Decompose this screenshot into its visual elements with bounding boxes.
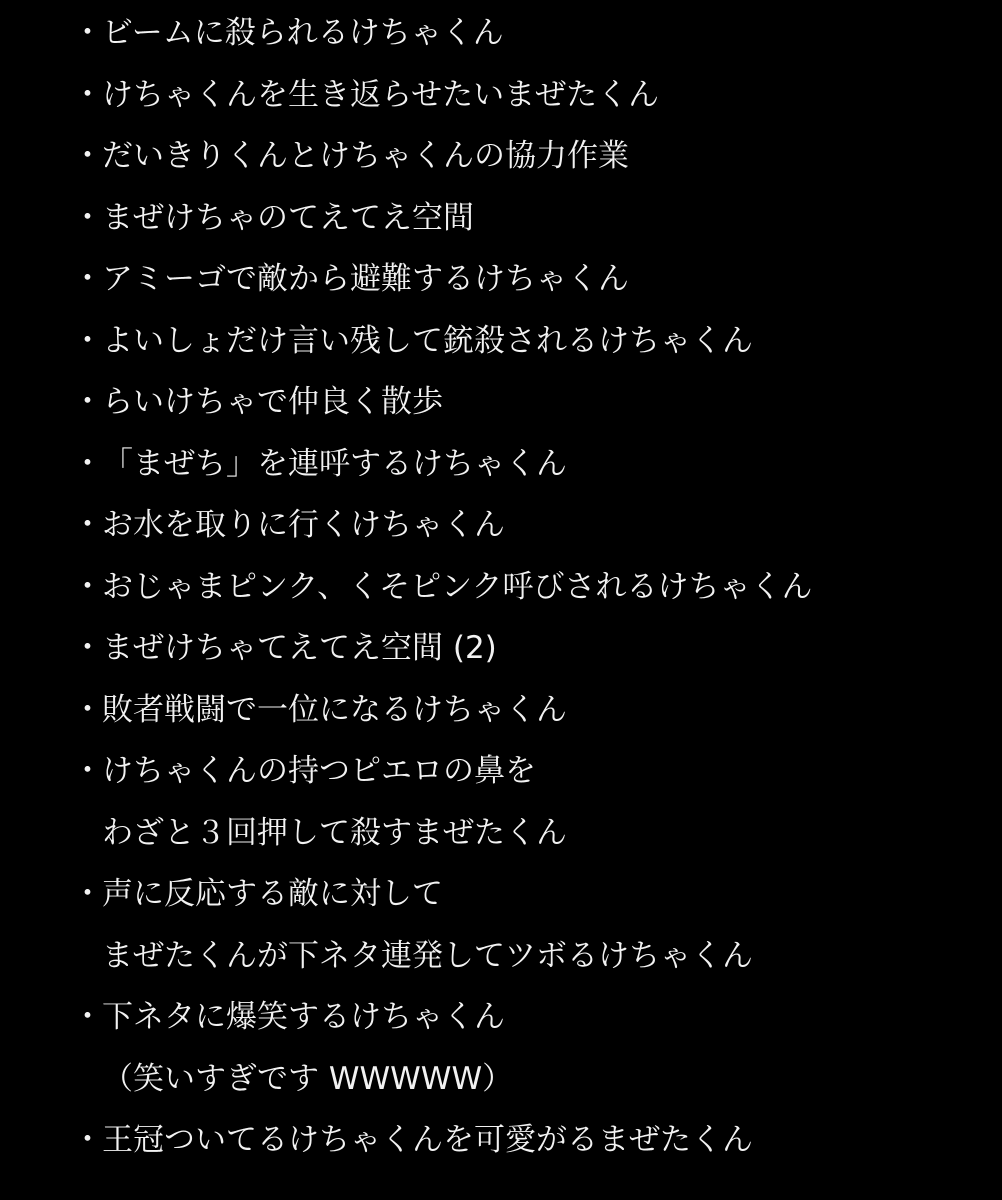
list-item-text: けちゃくんの持つピエロの鼻を: [102, 753, 536, 789]
list-item-text: 王冠ついてるけちゃくんを可愛がるまぜたくん: [102, 1122, 753, 1158]
list-item-text: ビームに殺られるけちゃくん: [102, 15, 504, 51]
list-item-text: （笑いすぎです WWWWW）: [102, 1060, 514, 1097]
bullet-marker: ・: [72, 322, 103, 359]
bullet-marker: ・: [72, 1122, 103, 1158]
bullet-marker: ・: [72, 76, 103, 113]
list-item-text: 下ネタに爆笑するけちゃくん: [102, 999, 505, 1035]
bullet-marker: ・: [72, 384, 103, 420]
bullet-marker: ・: [72, 15, 103, 51]
bullet-marker: ・: [72, 261, 103, 297]
list-item-text: まぜたくんが下ネタ連発してツボるけちゃくん: [102, 937, 753, 974]
list-item-text: まぜけちゃてえてえ空間 (2): [102, 630, 497, 666]
bullet-marker: ・: [72, 507, 103, 543]
list-item-text: だいきりくんとけちゃくんの協力作業: [102, 138, 629, 174]
bullet-marker: ・: [72, 999, 103, 1035]
list-item-text: よいしょだけ言い残して銃殺されるけちゃくん: [102, 322, 753, 359]
bullet-marker: ・: [72, 445, 103, 482]
list-item-text: らいけちゃで仲良く散歩: [102, 384, 443, 420]
list-item-text: 「まぜち」を連呼するけちゃくん: [102, 445, 567, 482]
list-item-text: お水を取りに行くけちゃくん: [102, 507, 505, 543]
list-item-text: まぜけちゃのてえてえ空間: [102, 199, 474, 236]
bullet-marker: ・: [72, 199, 103, 236]
bullet-marker: ・: [72, 568, 103, 605]
list-item-text: わざと３回押して殺すまぜたくん: [102, 814, 567, 851]
bullet-marker: ・: [72, 691, 103, 728]
list-item-text: けちゃくんを生き返らせたいまぜたくん: [102, 76, 660, 113]
list-item-text: 敗者戦闘で一位になるけちゃくん: [102, 691, 567, 728]
bullet-marker: ・: [72, 753, 103, 789]
bullet-marker: ・: [72, 138, 103, 174]
list-item-text: アミーゴで敵から避難するけちゃくん: [102, 261, 629, 297]
bullet-marker: ・: [72, 630, 103, 666]
list-item-text: おじゃまピンク、くそピンク呼びされるけちゃくん: [102, 568, 813, 605]
bullet-marker: ・: [72, 876, 103, 912]
list-item-text: 声に反応する敵に対して: [102, 876, 443, 912]
